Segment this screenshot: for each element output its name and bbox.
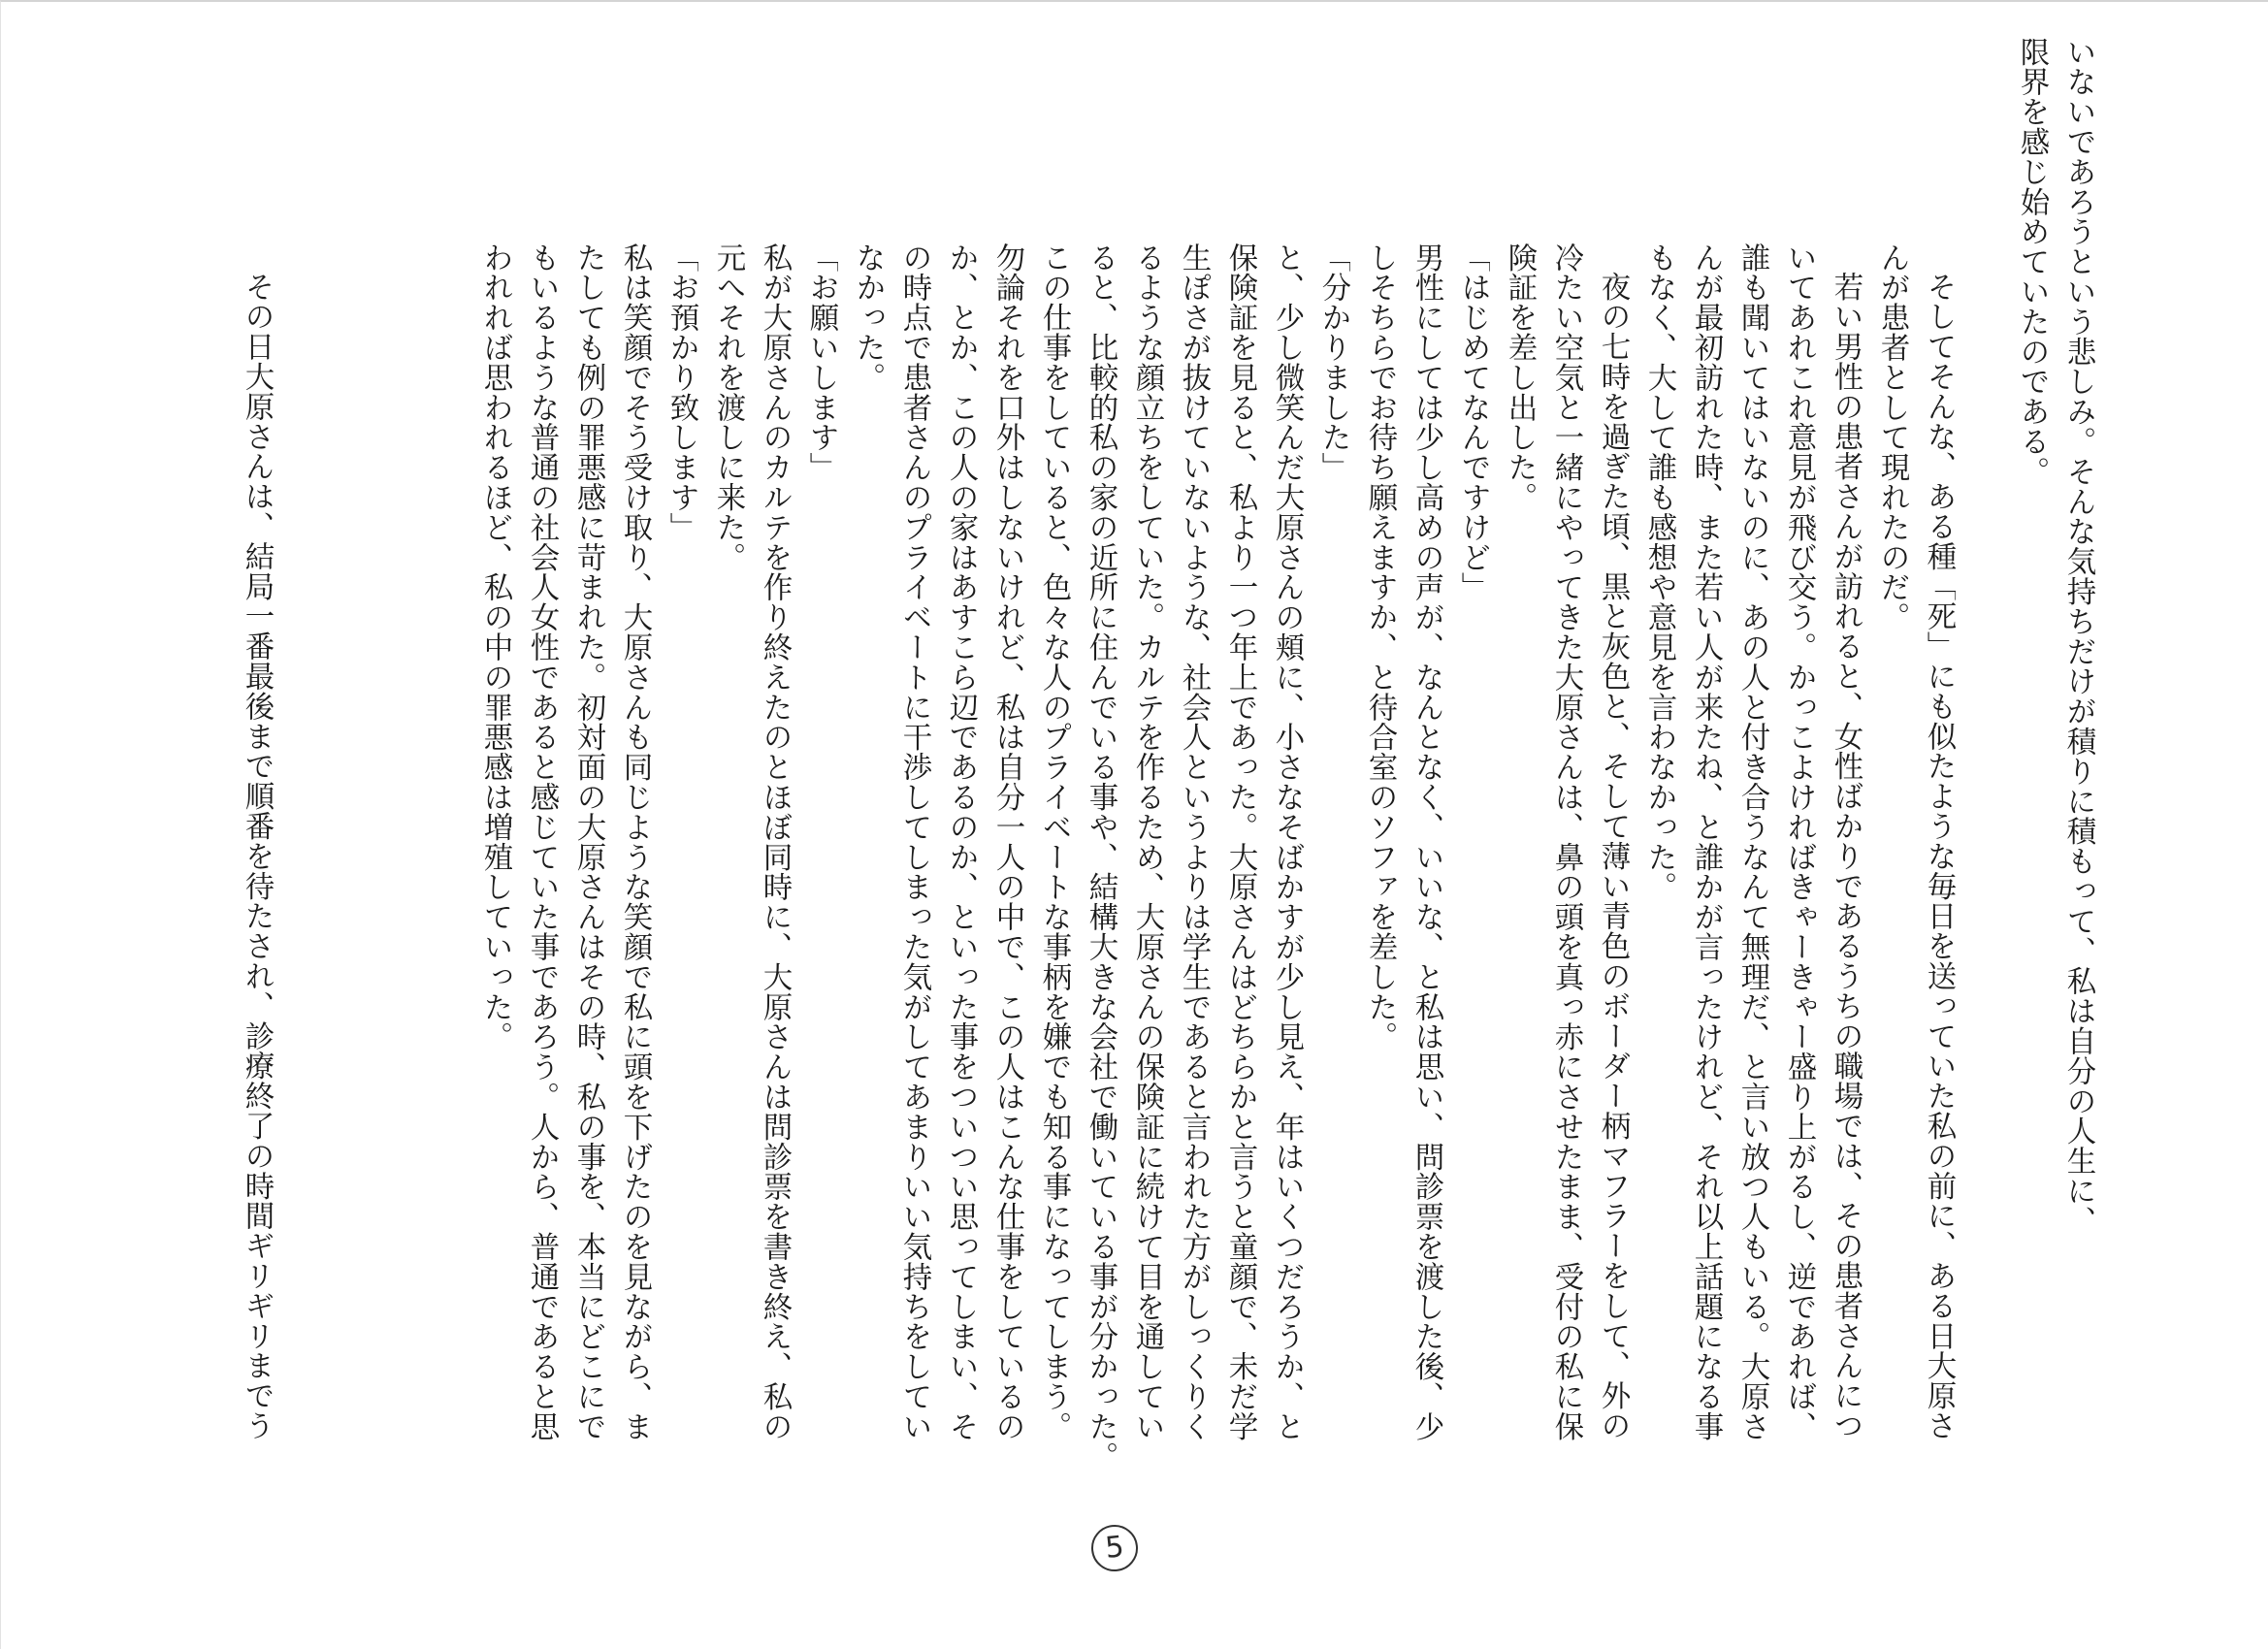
text-line: んが最初訪れた時、また若い人が来たね、と誰かが言ったけれど、それ以上話題になる事 <box>1689 242 1723 1441</box>
text-line: いないであろうという悲しみ。そんな気持ちだけが積りに積もって、私は自分の人生に、 <box>2061 37 2095 1236</box>
text-line: 夜の七時を過ぎた頃、黒と灰色と、そして薄い青色のボーダー柄マフラーをして、外の <box>1596 272 1630 1441</box>
text-line: 「お願いします」 <box>804 242 838 483</box>
text-line: 生ぽさが抜けていないような、社会人というよりは学生であると言われた方がしっくりく <box>1177 242 1211 1441</box>
text-line: ると、比較的私の家の近所に住んでいる事や、結構大きな会社で働いている事が分かった。 <box>1084 242 1118 1471</box>
text-line: いてあれこれ意見が飛び交う。かっこよければきゃーきゃー盛り上がるし、逆であれば、 <box>1782 242 1816 1441</box>
text-line: そしてそんな、ある種「死」にも似たような毎日を送っていた私の前に、ある日大原さ <box>1922 272 1956 1441</box>
text-line: 私が大原さんのカルテを作り終えたのとほぼ同時に、大原さんは問診票を書き終え、私の <box>758 242 792 1441</box>
text-line: 険証を差し出した。 <box>1503 242 1537 513</box>
text-line: 保険証を見ると、私より一つ年上であった。大原さんはどちらかと言うと童顔で、未だ学 <box>1223 242 1257 1441</box>
text-line: の時点で患者さんのプライベートに干渉してしまった気がしてあまりいい気持ちをしてい <box>897 242 931 1441</box>
text-line: 「お預かり致します」 <box>664 242 698 542</box>
text-line: 男性にしては少し高めの声が、なんとなく、いいな、と私は思い、問診票を渡した後、少 <box>1409 242 1443 1441</box>
text-line: もいるような普通の社会人女性であると感じていた事であろう。人から、普通であると思 <box>525 242 559 1441</box>
text-line: なかった。 <box>851 242 885 393</box>
text-line: われれば思われるほど、私の中の罪悪感は増殖していった。 <box>478 242 512 1052</box>
text-line: 若い男性の患者さんが訪れると、女性ばかりであるうちの職場では、その患者さんにつ <box>1829 272 1863 1441</box>
text-line: 私は笑顔でそう受け取り、大原さんも同じような笑顔で私に頭を下げたのを見ながら、ま <box>618 242 652 1441</box>
page-number: 5 <box>1089 1523 1141 1574</box>
text-line: もなく、大して誰も感想や意見を言わなかった。 <box>1642 242 1676 902</box>
text-line: 限界を感じ始めていたのである。 <box>2015 37 2049 487</box>
text-line: この仕事をしていると、色々な人のプライベートな事柄を嫌でも知る事になってしまう。 <box>1037 242 1071 1441</box>
text-line: 誰も聞いてはいないのに、あの人と付き合うなんて無理だ、と言い放つ人もいる。大原さ <box>1735 242 1769 1442</box>
text-line: その日大原さんは、結局一番最後まで順番を待たされ、診療終了の時間ギリギリまでう <box>240 272 274 1441</box>
text-line: 勿論それを口外はしないけれど、私は自分一人の中で、この人はこんな仕事をしているの <box>990 242 1024 1441</box>
text-line: 冷たい空気と一緒にやってきた大原さんは、鼻の頭を真っ赤にさせたまま、受付の私に保 <box>1549 242 1583 1441</box>
text-line: るような顔立ちをしていた。カルテを作るため、大原さんの保険証に続けて目を通してい <box>1130 242 1164 1441</box>
text-line: 元へそれを渡しに来た。 <box>711 242 745 572</box>
text-line: んが患者として現れたのだ。 <box>1875 242 1909 632</box>
text-line: しそちらでお待ち願えますか、と待合室のソファを差した。 <box>1363 242 1397 1052</box>
text-line: 「はじめてなんですけど」 <box>1456 242 1490 602</box>
text-line: と、少し微笑んだ大原さんの頬に、小さなそばかすが少し見え、年はいくつだろうか、と <box>1270 242 1304 1441</box>
text-line: か、とか、この人の家はあすこら辺であるのか、といった事をついつい思ってしまい、そ <box>944 242 978 1441</box>
text-line: たしても例の罪悪感に苛まれた。初対面の大原さんはその時、私の事を、本当にどこにで <box>571 242 605 1441</box>
text-line: 「分かりました」 <box>1316 242 1350 483</box>
